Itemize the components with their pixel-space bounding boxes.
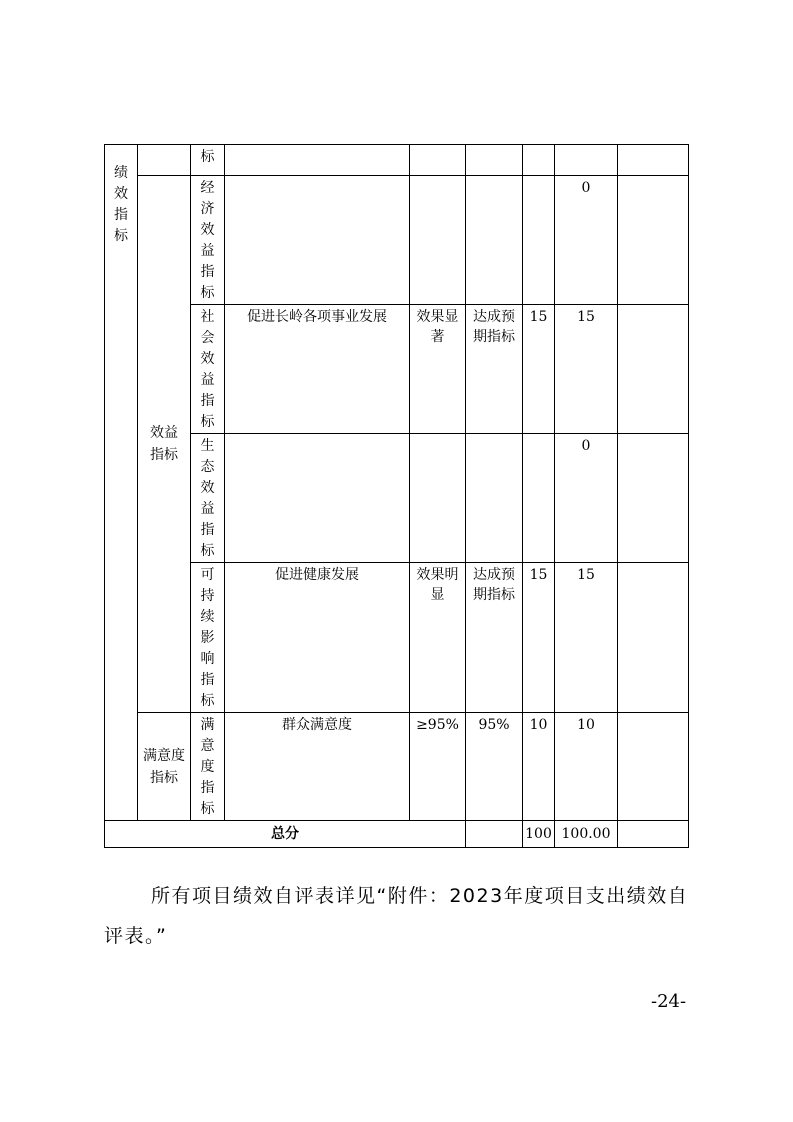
target-cell xyxy=(410,434,466,563)
level2-label: 效益指标 xyxy=(150,425,178,463)
target-text: ≥95% xyxy=(416,717,459,733)
level1-label: 绩效指标 xyxy=(114,165,128,244)
score-cell xyxy=(555,305,618,434)
content-text xyxy=(225,145,409,147)
content-cell xyxy=(225,563,410,713)
target-text: 效果明显 xyxy=(416,567,459,603)
level2-label: 满意度指标 xyxy=(143,747,185,786)
remark-cell xyxy=(618,713,689,821)
remark-cell xyxy=(618,176,689,305)
level3-cell xyxy=(191,434,225,563)
level3-label: 经济效益指标 xyxy=(200,180,215,301)
level1-cell xyxy=(105,145,138,821)
remark-text xyxy=(618,563,688,565)
actual-cell xyxy=(466,713,523,821)
content-cell xyxy=(225,434,410,563)
level2-cell xyxy=(138,145,191,176)
score-cell xyxy=(555,434,618,563)
target-cell xyxy=(410,305,466,434)
remark-cell xyxy=(618,563,689,713)
actual-text: 达成预期指标 xyxy=(473,567,515,603)
body-paragraph: 所有项目绩效自评表详见“附件：2023年度项目支出绩效自评表。” xyxy=(104,885,689,947)
level3-label: 生态效益指标 xyxy=(200,438,215,559)
target-text xyxy=(410,176,465,178)
weight-text: 15 xyxy=(529,567,548,583)
target-cell xyxy=(410,713,466,821)
total-weight: 100 xyxy=(525,826,552,842)
score-cell xyxy=(555,713,618,821)
weight-text xyxy=(523,176,554,178)
table-row xyxy=(105,176,689,305)
remark-text xyxy=(618,305,688,307)
total-weight-cell xyxy=(523,821,555,848)
weight-cell xyxy=(523,434,555,563)
score-text: 10 xyxy=(577,717,595,733)
content-cell xyxy=(225,305,410,434)
total-row xyxy=(105,821,689,848)
target-text xyxy=(410,434,465,436)
table-row xyxy=(105,563,689,713)
target-cell xyxy=(410,176,466,305)
target-text xyxy=(410,145,465,147)
remark-text xyxy=(618,713,688,715)
weight-text: 10 xyxy=(529,717,548,733)
remark-text xyxy=(618,434,688,436)
weight-text: 15 xyxy=(529,309,548,325)
total-remark-cell xyxy=(618,821,689,848)
level3-cell xyxy=(191,305,225,434)
actual-text xyxy=(466,176,522,178)
level3-cell xyxy=(191,713,225,821)
remark-cell xyxy=(618,305,689,434)
content-text: 促进健康发展 xyxy=(275,567,359,583)
content-text: 群众满意度 xyxy=(282,717,352,733)
weight-text xyxy=(523,434,554,436)
level3-label: 社会效益指标 xyxy=(200,309,215,430)
content-cell xyxy=(225,145,410,176)
level3-label: 满意度指标 xyxy=(200,717,215,817)
actual-text: 达成预期指标 xyxy=(473,309,515,345)
score-cell xyxy=(555,145,618,176)
table-row xyxy=(105,434,689,563)
score-cell xyxy=(555,176,618,305)
weight-cell xyxy=(523,176,555,305)
score-text: 15 xyxy=(577,567,595,583)
content-text xyxy=(225,434,409,436)
actual-text xyxy=(466,434,522,436)
content-cell xyxy=(225,176,410,305)
remark-text xyxy=(618,176,688,178)
weight-cell xyxy=(523,713,555,821)
total-label-cell xyxy=(105,821,466,848)
performance-table xyxy=(104,144,689,848)
actual-cell xyxy=(466,305,523,434)
total-score: 100.00 xyxy=(561,826,611,842)
score-cell xyxy=(555,563,618,713)
target-text: 效果显著 xyxy=(416,309,459,345)
table-row xyxy=(105,145,689,176)
level3-label: 标 xyxy=(200,149,215,165)
weight-text xyxy=(523,145,554,147)
table-row xyxy=(105,713,689,821)
level3-cell xyxy=(191,176,225,305)
score-text: 0 xyxy=(581,180,591,196)
score-text: 15 xyxy=(577,309,595,325)
weight-cell xyxy=(523,145,555,176)
page-number: -24- xyxy=(651,991,687,1012)
remark-cell xyxy=(618,145,689,176)
total-label: 总分 xyxy=(271,826,299,842)
level3-label: 可持续影响指标 xyxy=(200,567,215,709)
content-text: 促进长岭各项事业发展 xyxy=(247,309,387,325)
weight-cell xyxy=(523,305,555,434)
level2-cell xyxy=(138,713,191,821)
total-actual-cell xyxy=(466,821,523,848)
remark-text xyxy=(618,145,688,147)
actual-cell xyxy=(466,145,523,176)
score-text xyxy=(555,145,617,147)
table-row xyxy=(105,305,689,434)
actual-text: 95% xyxy=(478,717,510,733)
actual-cell xyxy=(466,434,523,563)
level2-cell xyxy=(138,176,191,713)
target-cell xyxy=(410,563,466,713)
total-score-cell xyxy=(555,821,618,848)
level3-cell xyxy=(191,145,225,176)
score-text: 0 xyxy=(581,438,591,454)
level3-cell xyxy=(191,563,225,713)
content-text xyxy=(225,176,409,178)
weight-cell xyxy=(523,563,555,713)
content-cell xyxy=(225,713,410,821)
actual-text xyxy=(466,145,522,147)
actual-cell xyxy=(466,563,523,713)
remark-cell xyxy=(618,434,689,563)
actual-cell xyxy=(466,176,523,305)
target-cell xyxy=(410,145,466,176)
